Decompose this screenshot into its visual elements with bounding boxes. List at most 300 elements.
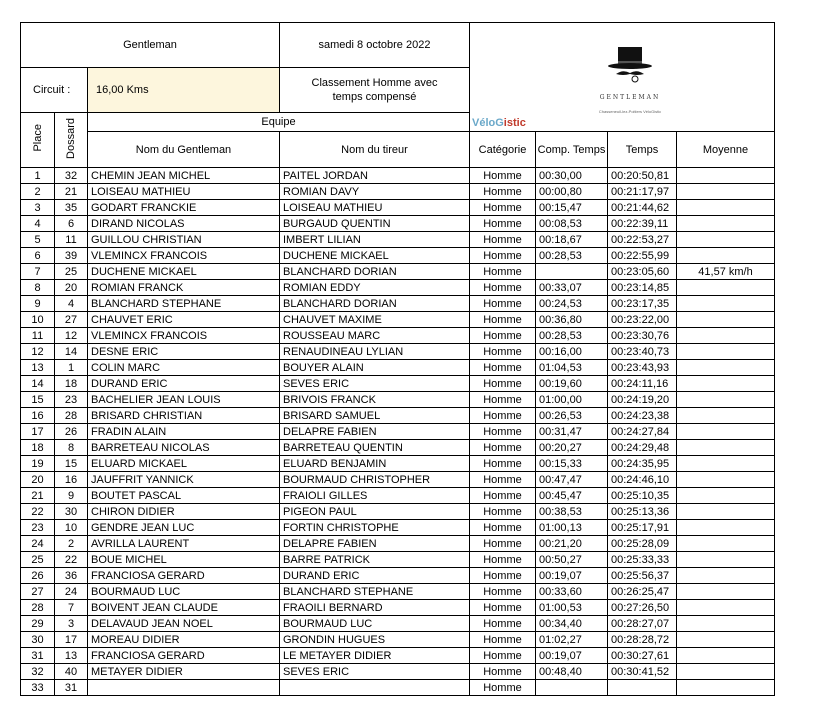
table-row (21, 456, 775, 472)
moyenne-cell (677, 232, 775, 248)
tireur-cell: SEVES ERIC (280, 664, 470, 680)
gentleman-cell: CHAUVET ERIC (88, 312, 280, 328)
comp-temps-cell (536, 680, 608, 696)
comp-temps-cell: 01:02,27 (536, 632, 608, 648)
gentleman-cell: FRADIN ALAIN (88, 424, 280, 440)
place-cell: 10 (21, 312, 55, 328)
temps-cell: 00:23:30,76 (608, 328, 677, 344)
event-date: samedi 8 octobre 2022 (280, 23, 470, 68)
place-cell: 16 (21, 408, 55, 424)
temps-cell: 00:24:19,20 (608, 392, 677, 408)
table-row (21, 664, 775, 680)
temps-cell: 00:23:40,73 (608, 344, 677, 360)
comp-temps-cell: 00:30,00 (536, 168, 608, 184)
moyenne-cell (677, 184, 775, 200)
gentleman-cell: COLIN MARC (88, 360, 280, 376)
temps-cell: 00:23:05,60 (608, 264, 677, 280)
comp-temps-cell: 00:21,20 (536, 536, 608, 552)
classement-label: Classement Homme avec temps compensé (280, 68, 470, 113)
tireur-cell: ELUARD BENJAMIN (280, 456, 470, 472)
circuit-label: Circuit : (21, 68, 88, 113)
results-table (20, 22, 775, 696)
gentleman-cell: BOURMAUD LUC (88, 584, 280, 600)
tireur-cell: RENAUDINEAU LYLIAN (280, 344, 470, 360)
comp-temps-cell: 00:19,07 (536, 648, 608, 664)
gentleman-cell: DURAND ERIC (88, 376, 280, 392)
col-gentleman: Nom du Gentleman (88, 132, 280, 168)
dossard-cell: 9 (55, 488, 88, 504)
tireur-cell: DELAPRE FABIEN (280, 424, 470, 440)
temps-cell: 00:28:27,07 (608, 616, 677, 632)
table-row (21, 632, 775, 648)
dossard-cell: 22 (55, 552, 88, 568)
moyenne-cell (677, 632, 775, 648)
dossard-cell: 8 (55, 440, 88, 456)
moyenne-cell (677, 504, 775, 520)
col-tireur: Nom du tireur (280, 132, 470, 168)
table-row (21, 584, 775, 600)
place-cell: 7 (21, 264, 55, 280)
categorie-cell: Homme (470, 616, 536, 632)
table-row (21, 440, 775, 456)
table-row (21, 216, 775, 232)
tireur-cell: BOUYER ALAIN (280, 360, 470, 376)
comp-temps-cell: 01:00,13 (536, 520, 608, 536)
place-cell: 1 (21, 168, 55, 184)
categorie-cell: Homme (470, 440, 536, 456)
moyenne-cell (677, 392, 775, 408)
brand-subtitle: Chasseneuil-lez-Poitiers VéloGistic (598, 109, 662, 114)
comp-temps-cell: 00:19,60 (536, 376, 608, 392)
temps-cell (608, 680, 677, 696)
moyenne-cell (677, 456, 775, 472)
tireur-cell: LE METAYER DIDIER (280, 648, 470, 664)
dossard-cell: 4 (55, 296, 88, 312)
tireur-cell: FORTIN CHRISTOPHE (280, 520, 470, 536)
comp-temps-cell: 00:50,27 (536, 552, 608, 568)
place-cell: 9 (21, 296, 55, 312)
categorie-cell: Homme (470, 472, 536, 488)
table-row (21, 184, 775, 200)
brand-name: GENTLEMAN (599, 94, 661, 101)
table-row (21, 344, 775, 360)
dossard-cell: 39 (55, 248, 88, 264)
gentleman-cell: VLEMINCX FRANCOIS (88, 248, 280, 264)
header-row-4 (21, 132, 775, 168)
table-row (21, 424, 775, 440)
gentleman-cell: VLEMINCX FRANCOIS (88, 328, 280, 344)
col-dossard: Dossard (55, 113, 88, 168)
top-hat-icon (590, 45, 670, 85)
comp-temps-cell: 00:47,47 (536, 472, 608, 488)
categorie-cell: Homme (470, 680, 536, 696)
place-cell: 23 (21, 520, 55, 536)
moyenne-cell (677, 536, 775, 552)
tireur-cell: PIGEON PAUL (280, 504, 470, 520)
table-row (21, 312, 775, 328)
comp-temps-cell: 00:15,33 (536, 456, 608, 472)
table-row (21, 520, 775, 536)
place-cell: 21 (21, 488, 55, 504)
temps-cell: 00:24:46,10 (608, 472, 677, 488)
moyenne-cell (677, 200, 775, 216)
temps-cell: 00:24:23,38 (608, 408, 677, 424)
moyenne-cell (677, 648, 775, 664)
dossard-cell: 27 (55, 312, 88, 328)
table-row (21, 600, 775, 616)
tireur-cell: BOURMAUD LUC (280, 616, 470, 632)
gentleman-cell: BOIVENT JEAN CLAUDE (88, 600, 280, 616)
dossard-cell: 7 (55, 600, 88, 616)
comp-temps-cell (536, 264, 608, 280)
categorie-cell: Homme (470, 216, 536, 232)
categorie-cell: Homme (470, 424, 536, 440)
gentleman-cell: METAYER DIDIER (88, 664, 280, 680)
dossard-cell: 1 (55, 360, 88, 376)
dossard-cell: 13 (55, 648, 88, 664)
categorie-cell: Homme (470, 248, 536, 264)
table-row (21, 552, 775, 568)
comp-temps-cell: 00:24,53 (536, 296, 608, 312)
place-cell: 8 (21, 280, 55, 296)
tireur-cell: BARRE PATRICK (280, 552, 470, 568)
categorie-cell: Homme (470, 504, 536, 520)
temps-cell: 00:27:26,50 (608, 600, 677, 616)
place-cell: 5 (21, 232, 55, 248)
comp-temps-cell: 00:33,07 (536, 280, 608, 296)
comp-temps-cell: 00:28,53 (536, 328, 608, 344)
table-row (21, 376, 775, 392)
header-row-1 (21, 23, 775, 68)
temps-cell: 00:25:10,35 (608, 488, 677, 504)
tireur-cell: BLANCHARD STEPHANE (280, 584, 470, 600)
gentleman-cell: DESNE ERIC (88, 344, 280, 360)
categorie-cell: Homme (470, 552, 536, 568)
temps-cell: 00:30:27,61 (608, 648, 677, 664)
tireur-cell: SEVES ERIC (280, 376, 470, 392)
tireur-cell: ROMIAN DAVY (280, 184, 470, 200)
table-row (21, 248, 775, 264)
gentleman-cell: ROMIAN FRANCK (88, 280, 280, 296)
dossard-cell: 32 (55, 168, 88, 184)
moyenne-cell (677, 600, 775, 616)
dossard-cell: 18 (55, 376, 88, 392)
col-categorie: Catégorie (470, 132, 536, 168)
moyenne-cell (677, 520, 775, 536)
categorie-cell: Homme (470, 408, 536, 424)
dossard-cell: 15 (55, 456, 88, 472)
place-cell: 24 (21, 536, 55, 552)
place-cell: 11 (21, 328, 55, 344)
gentleman-cell: FRANCIOSA GERARD (88, 648, 280, 664)
place-cell: 19 (21, 456, 55, 472)
gentleman-cell: BLANCHARD STEPHANE (88, 296, 280, 312)
dossard-cell: 17 (55, 632, 88, 648)
place-cell: 30 (21, 632, 55, 648)
place-cell: 22 (21, 504, 55, 520)
temps-cell: 00:23:22,00 (608, 312, 677, 328)
tireur-cell: BRISARD SAMUEL (280, 408, 470, 424)
moyenne-cell: 41,57 km/h (677, 264, 775, 280)
temps-cell: 00:23:17,35 (608, 296, 677, 312)
categorie-cell: Homme (470, 344, 536, 360)
col-temps: Temps (608, 132, 677, 168)
place-cell: 31 (21, 648, 55, 664)
table-row (21, 392, 775, 408)
dossard-cell: 6 (55, 216, 88, 232)
gentleman-cell: LOISEAU MATHIEU (88, 184, 280, 200)
col-equipe: Equipe (88, 113, 470, 132)
dossard-cell: 10 (55, 520, 88, 536)
place-cell: 13 (21, 360, 55, 376)
dossard-cell: 36 (55, 568, 88, 584)
tireur-cell: LOISEAU MATHIEU (280, 200, 470, 216)
categorie-cell: Homme (470, 648, 536, 664)
temps-cell: 00:22:39,11 (608, 216, 677, 232)
table-row (21, 504, 775, 520)
categorie-cell: Homme (470, 168, 536, 184)
place-cell: 27 (21, 584, 55, 600)
tireur-cell (280, 680, 470, 696)
table-row (21, 648, 775, 664)
tireur-cell: BLANCHARD DORIAN (280, 296, 470, 312)
tireur-cell: FRAIOLI GILLES (280, 488, 470, 504)
tireur-cell: BRIVOIS FRANCK (280, 392, 470, 408)
comp-temps-cell: 00:33,60 (536, 584, 608, 600)
moyenne-cell (677, 584, 775, 600)
moyenne-cell (677, 568, 775, 584)
dossard-cell: 26 (55, 424, 88, 440)
gentleman-cell: DUCHENE MICKAEL (88, 264, 280, 280)
moyenne-cell (677, 168, 775, 184)
gentleman-cell: BACHELIER JEAN LOUIS (88, 392, 280, 408)
place-cell: 26 (21, 568, 55, 584)
tireur-cell: BOURMAUD CHRISTOPHER (280, 472, 470, 488)
tireur-cell: BURGAUD QUENTIN (280, 216, 470, 232)
comp-temps-cell: 00:00,80 (536, 184, 608, 200)
velogistic-logo: VéloGistic (472, 117, 526, 130)
moyenne-cell (677, 440, 775, 456)
comp-temps-cell: 00:45,47 (536, 488, 608, 504)
table-row (21, 296, 775, 312)
logo-cell (470, 23, 775, 132)
gentleman-cell (88, 680, 280, 696)
place-cell: 17 (21, 424, 55, 440)
categorie-cell: Homme (470, 328, 536, 344)
temps-cell: 00:21:17,97 (608, 184, 677, 200)
moyenne-cell (677, 408, 775, 424)
moyenne-cell (677, 216, 775, 232)
moyenne-cell (677, 360, 775, 376)
table-row (21, 280, 775, 296)
table-row (21, 264, 775, 280)
table-row (21, 408, 775, 424)
tireur-cell: GRONDIN HUGUES (280, 632, 470, 648)
table-row (21, 360, 775, 376)
comp-temps-cell: 00:26,53 (536, 408, 608, 424)
categorie-cell: Homme (470, 632, 536, 648)
dossard-cell: 14 (55, 344, 88, 360)
moyenne-cell (677, 424, 775, 440)
categorie-cell: Homme (470, 600, 536, 616)
temps-cell: 00:25:56,37 (608, 568, 677, 584)
gentleman-cell: BOUTET PASCAL (88, 488, 280, 504)
temps-cell: 00:30:41,52 (608, 664, 677, 680)
table-row (21, 472, 775, 488)
dossard-cell: 40 (55, 664, 88, 680)
place-cell: 33 (21, 680, 55, 696)
categorie-cell: Homme (470, 232, 536, 248)
place-cell: 28 (21, 600, 55, 616)
col-moyenne: Moyenne (677, 132, 775, 168)
moyenne-cell (677, 680, 775, 696)
dossard-cell: 31 (55, 680, 88, 696)
dossard-cell: 2 (55, 536, 88, 552)
dossard-cell: 20 (55, 280, 88, 296)
gentleman-cell: BRISARD CHRISTIAN (88, 408, 280, 424)
gentleman-cell: BARRETEAU NICOLAS (88, 440, 280, 456)
temps-cell: 00:24:27,84 (608, 424, 677, 440)
table-row (21, 568, 775, 584)
dossard-cell: 12 (55, 328, 88, 344)
comp-temps-cell: 01:04,53 (536, 360, 608, 376)
dossard-cell: 30 (55, 504, 88, 520)
moyenne-cell (677, 552, 775, 568)
categorie-cell: Homme (470, 664, 536, 680)
comp-temps-cell: 00:20,27 (536, 440, 608, 456)
place-cell: 6 (21, 248, 55, 264)
dossard-cell: 23 (55, 392, 88, 408)
moyenne-cell (677, 488, 775, 504)
dossard-cell: 11 (55, 232, 88, 248)
tireur-cell: DURAND ERIC (280, 568, 470, 584)
table-row (21, 328, 775, 344)
comp-temps-cell: 00:08,53 (536, 216, 608, 232)
col-place: Place (21, 113, 55, 168)
table-row (21, 616, 775, 632)
comp-temps-cell: 01:00,53 (536, 600, 608, 616)
place-cell: 14 (21, 376, 55, 392)
categorie-cell: Homme (470, 264, 536, 280)
dossard-cell: 21 (55, 184, 88, 200)
place-cell: 3 (21, 200, 55, 216)
gentleman-cell: GUILLOU CHRISTIAN (88, 232, 280, 248)
moyenne-cell (677, 248, 775, 264)
dossard-cell: 28 (55, 408, 88, 424)
place-cell: 32 (21, 664, 55, 680)
place-cell: 25 (21, 552, 55, 568)
table-row (21, 488, 775, 504)
gentleman-cell: GENDRE JEAN LUC (88, 520, 280, 536)
temps-cell: 00:21:44,62 (608, 200, 677, 216)
categorie-cell: Homme (470, 392, 536, 408)
comp-temps-cell: 00:16,00 (536, 344, 608, 360)
temps-cell: 00:25:13,36 (608, 504, 677, 520)
col-comp-temps: Comp. Temps (536, 132, 608, 168)
categorie-cell: Homme (470, 488, 536, 504)
tireur-cell: ROMIAN EDDY (280, 280, 470, 296)
tireur-cell: FRAOILI BERNARD (280, 600, 470, 616)
moyenne-cell (677, 312, 775, 328)
tireur-cell: BLANCHARD DORIAN (280, 264, 470, 280)
place-cell: 20 (21, 472, 55, 488)
dossard-cell: 24 (55, 584, 88, 600)
comp-temps-cell: 00:19,07 (536, 568, 608, 584)
moyenne-cell (677, 664, 775, 680)
dossard-cell: 16 (55, 472, 88, 488)
temps-cell: 00:26:25,47 (608, 584, 677, 600)
comp-temps-cell: 00:28,53 (536, 248, 608, 264)
temps-cell: 00:25:33,33 (608, 552, 677, 568)
comp-temps-cell: 00:38,53 (536, 504, 608, 520)
temps-cell: 00:23:43,93 (608, 360, 677, 376)
categorie-cell: Homme (470, 536, 536, 552)
temps-cell: 00:28:28,72 (608, 632, 677, 648)
comp-temps-cell: 00:31,47 (536, 424, 608, 440)
moyenne-cell (677, 344, 775, 360)
tireur-cell: CHAUVET MAXIME (280, 312, 470, 328)
temps-cell: 00:22:53,27 (608, 232, 677, 248)
temps-cell: 00:24:11,16 (608, 376, 677, 392)
categorie-cell: Homme (470, 456, 536, 472)
place-cell: 18 (21, 440, 55, 456)
place-cell: 2 (21, 184, 55, 200)
categorie-cell: Homme (470, 360, 536, 376)
gentleman-cell: DIRAND NICOLAS (88, 216, 280, 232)
tireur-cell: DELAPRE FABIEN (280, 536, 470, 552)
temps-cell: 00:25:17,91 (608, 520, 677, 536)
categorie-cell: Homme (470, 520, 536, 536)
table-row (21, 200, 775, 216)
categorie-cell: Homme (470, 280, 536, 296)
place-cell: 4 (21, 216, 55, 232)
gentleman-cell: BOUE MICHEL (88, 552, 280, 568)
comp-temps-cell: 00:36,80 (536, 312, 608, 328)
temps-cell: 00:22:55,99 (608, 248, 677, 264)
moyenne-cell (677, 296, 775, 312)
gentleman-cell: CHIRON DIDIER (88, 504, 280, 520)
temps-cell: 00:20:50,81 (608, 168, 677, 184)
categorie-cell: Homme (470, 296, 536, 312)
categorie-cell: Homme (470, 376, 536, 392)
moyenne-cell (677, 472, 775, 488)
tireur-cell: ROUSSEAU MARC (280, 328, 470, 344)
tireur-cell: BARRETEAU QUENTIN (280, 440, 470, 456)
comp-temps-cell: 00:18,67 (536, 232, 608, 248)
gentleman-cell: JAUFFRIT YANNICK (88, 472, 280, 488)
moyenne-cell (677, 376, 775, 392)
table-row (21, 536, 775, 552)
categorie-cell: Homme (470, 184, 536, 200)
place-cell: 15 (21, 392, 55, 408)
event-title: Gentleman (21, 23, 280, 68)
gentleman-cell: AVRILLA LAURENT (88, 536, 280, 552)
gentleman-logo (590, 45, 670, 114)
gentleman-cell: MOREAU DIDIER (88, 632, 280, 648)
temps-cell: 00:24:29,48 (608, 440, 677, 456)
comp-temps-cell: 00:48,40 (536, 664, 608, 680)
tireur-cell: DUCHENE MICKAEL (280, 248, 470, 264)
table-row (21, 168, 775, 184)
gentleman-cell: FRANCIOSA GERARD (88, 568, 280, 584)
gentleman-cell: GODART FRANCKIE (88, 200, 280, 216)
gentleman-cell: DELAVAUD JEAN NOEL (88, 616, 280, 632)
table-row (21, 232, 775, 248)
temps-cell: 00:23:14,85 (608, 280, 677, 296)
moyenne-cell (677, 280, 775, 296)
moyenne-cell (677, 616, 775, 632)
tireur-cell: PAITEL JORDAN (280, 168, 470, 184)
